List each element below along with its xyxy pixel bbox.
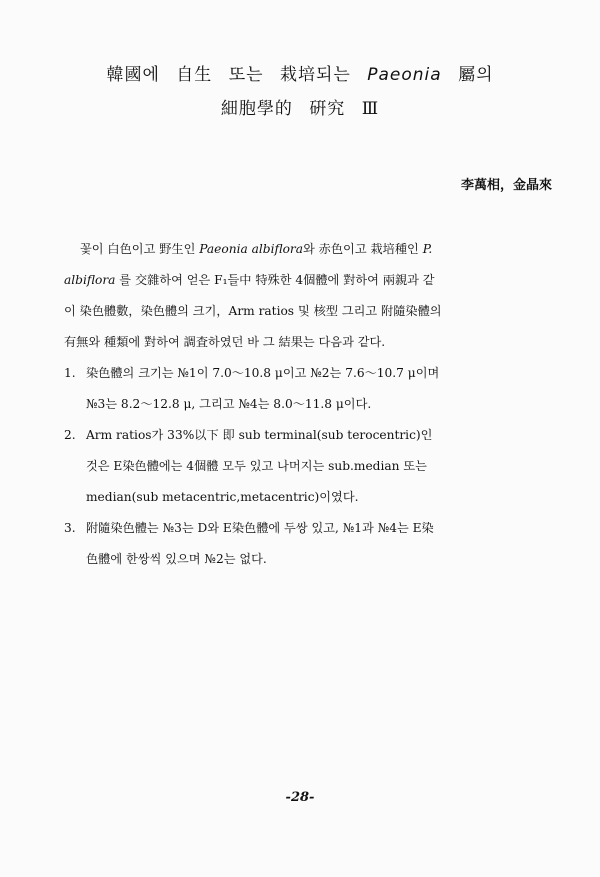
result-item-2-line-2: 것은 E染色體에는 4個體 모두 있고 나머지는 sub.median 또는: [86, 459, 427, 473]
abstract-line-1: [64, 234, 544, 265]
result-text: Arm ratios가 33%以下 即 sub terminal(sub terocentric)인: [86, 428, 433, 442]
page-number: -28-: [285, 790, 315, 805]
abstract-body: [64, 234, 544, 575]
abstract-text: 와 赤色이고 栽培種인: [303, 242, 423, 256]
result-text: 附隨染色體는 №3는 D와 E染色體에 두쌍 있고, №1과 №4는 E染: [86, 521, 434, 535]
result-number: 2.: [64, 428, 76, 442]
result-item-1-line-2: №3는 8.2～12.8 μ, 그리고 №4는 8.0～11.8 μ이다.: [86, 397, 372, 411]
result-text: 染色體의 크기는 №1이 7.0～10.8 μ이고 №2는 7.6～10.7 μ이며: [86, 366, 440, 380]
result-item-2-line-1: [64, 420, 544, 451]
result-item-1-line-1: [64, 358, 544, 389]
paper-title-line-1: [0, 60, 600, 85]
title-genus: Paeonia: [367, 65, 442, 85]
paper-title-line-2: 細胞學的 硏究 Ⅲ: [220, 99, 380, 119]
result-item-3-line-2: 色體에 한쌍씩 있으며 №2는 없다.: [86, 552, 267, 566]
title-prefix: 韓國에 自生 또는 栽培되는: [106, 65, 368, 85]
species-abbrev: P.: [422, 242, 433, 256]
abstract-text: 를 交雜하여 얻은 F₁들中 特殊한 4個體에 對하여 兩親과 같: [115, 273, 435, 287]
abstract-line-3: 이 染色體數，染色體의 크기，Arm ratios 및 核型 그리고 附隨染體의: [64, 304, 442, 318]
result-number: 3.: [64, 521, 76, 535]
species-name: Paeonia albiflora: [199, 242, 304, 256]
result-number: 1.: [64, 366, 76, 380]
result-item-3-line-1: [64, 513, 544, 544]
result-item-2-line-3: median(sub metacentric,metacentric)이였다.: [86, 490, 359, 504]
authors: 李萬相，金晶來: [460, 178, 552, 193]
abstract-text: 꽃이 白色이고 野生인: [80, 242, 200, 256]
abstract-line-2: [64, 265, 544, 296]
species-epithet: albiflora: [64, 273, 116, 287]
title-suffix: 屬의: [441, 65, 494, 85]
abstract-line-4: 有無와 種類에 對하여 調査하였던 바 그 結果는 다음과 같다.: [64, 335, 386, 349]
